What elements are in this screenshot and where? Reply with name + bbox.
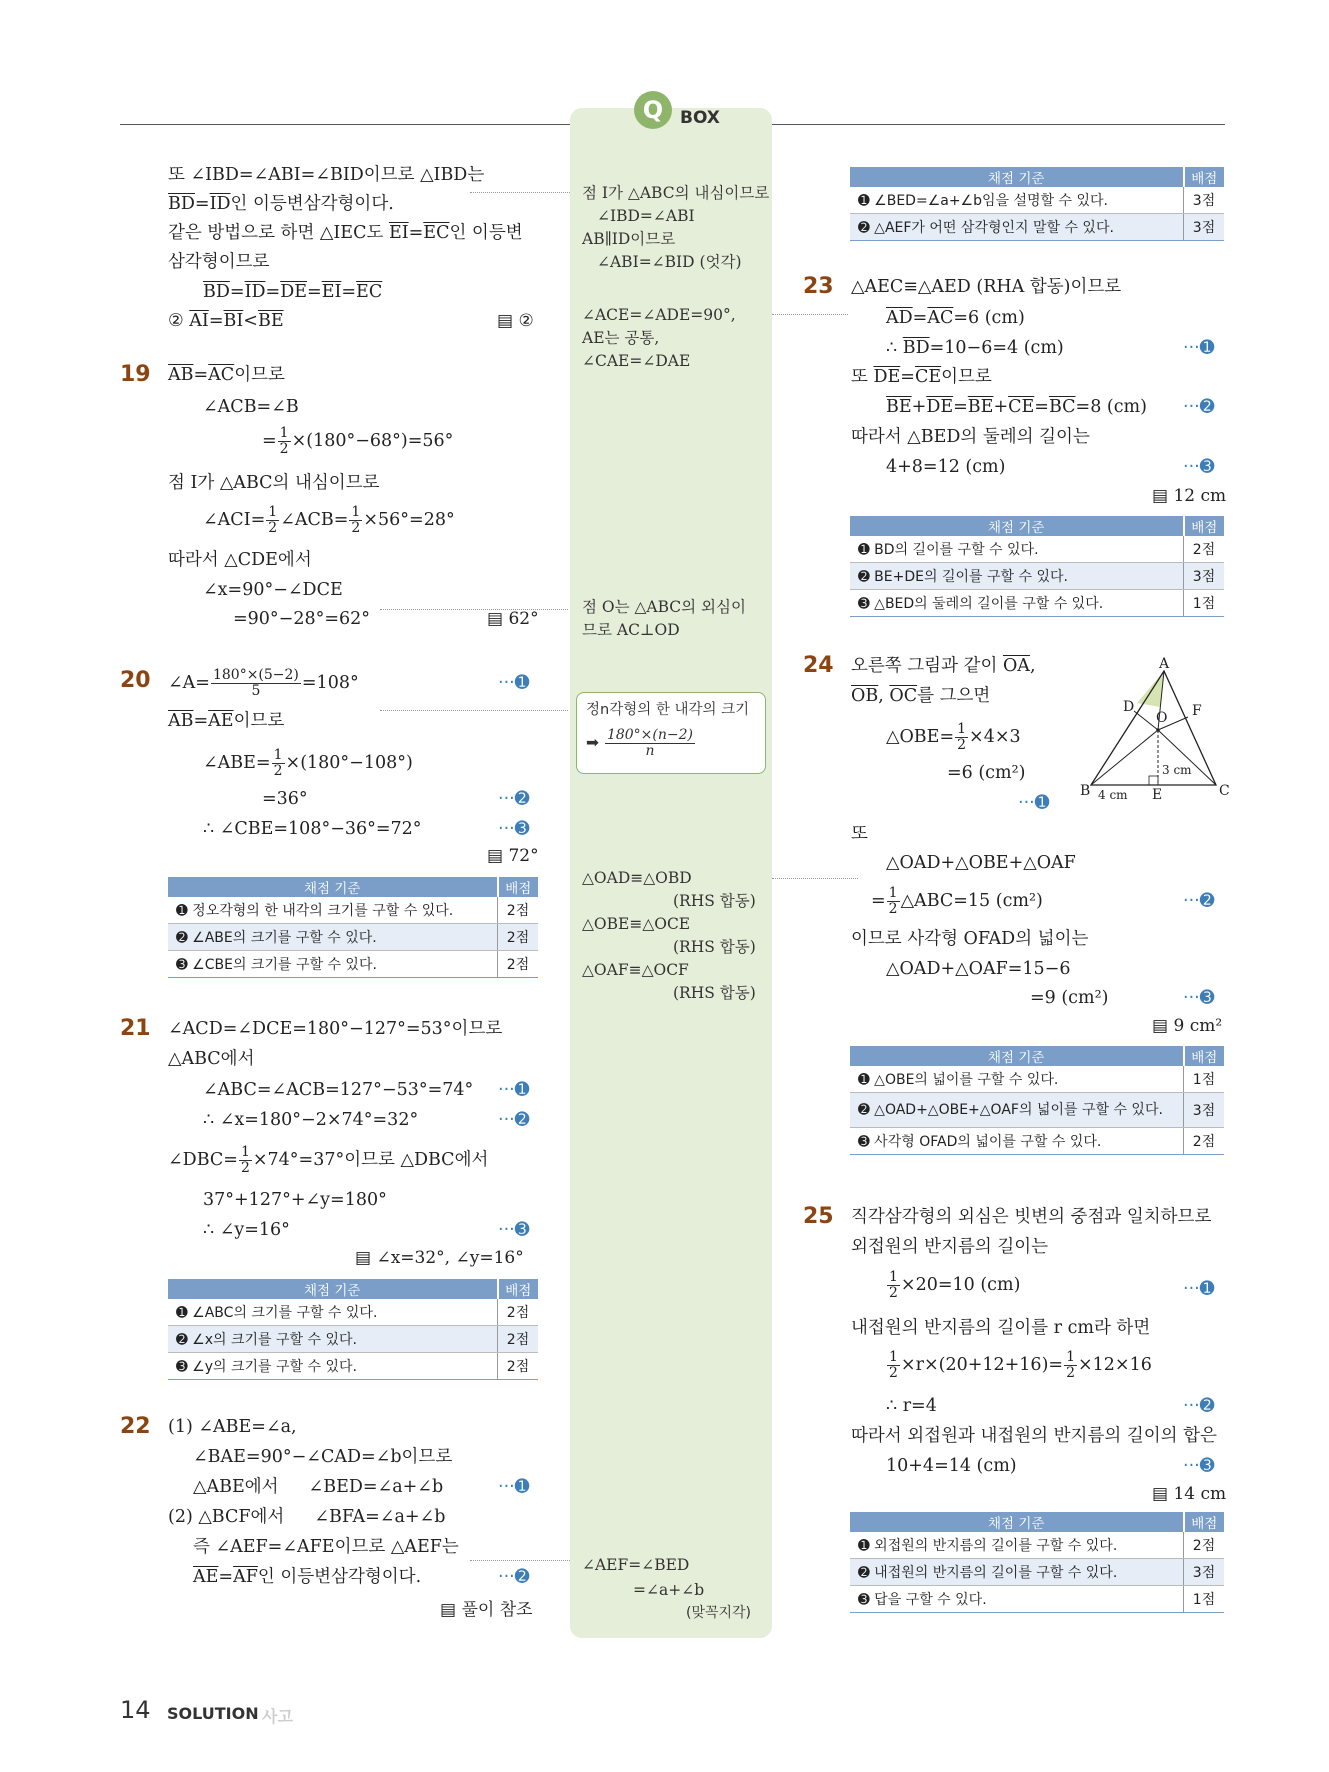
p23-mark2: ···➋ <box>1183 397 1215 417</box>
p22-line2: ∠BAE=90°−∠CAD=∠b이므로 <box>193 1447 453 1467</box>
p25-line7: 따라서 외접원과 내접원의 반지름의 길이의 합은 <box>851 1426 1217 1446</box>
p25-line3: $\frac{1}{2}$ ×20=10 (cm) <box>889 1269 1021 1301</box>
p24-line9: △OAD+△OAF=15−6 <box>886 959 1071 979</box>
p23-line2: $\overline{AD}=\overline{AC}=6$ (cm) <box>886 308 1025 328</box>
box-note3-l2: 므로 AC⊥OD <box>582 621 680 639</box>
p21-line4: ∴ ∠x=180°−2×74°=32° <box>203 1110 419 1130</box>
criteria-table-25: 채점 기준 배점 ➊ 외접원의 반지름의 길이를 구할 수 있다. 2점 ➋ 내접원의 반지름의 길이를 구할 수 있다. 3점 ➌ 답을 구할 수 있다. 1점 <box>850 1512 1224 1613</box>
p19-line1: $\overline{AB}=\overline{AC}$이므로 <box>168 365 285 385</box>
p23-mark1: ···➊ <box>1183 338 1215 358</box>
box-note5-l3: △OBE≡△OCE <box>582 915 691 933</box>
p18-line6: ② $\overline{AI}=\overline{BI}<\overline{BE}$ <box>168 311 284 331</box>
box-note1-l2: ∠IBD=∠ABI <box>597 207 695 225</box>
label-A: A <box>1159 656 1170 672</box>
p25-line1: 직각삼각형의 외심은 빗변의 중점과 일치하므로 <box>851 1207 1212 1227</box>
p20-line5: ∴ ∠CBE=108°−36°=72° <box>203 819 422 839</box>
segment-OB <box>1091 730 1158 785</box>
link-line <box>772 314 848 315</box>
p24-line5: 또 <box>851 824 868 844</box>
p19-line5: ∠ACI= $\frac{1}{2}$ ∠ACB= $\frac{1}{2}$ ×56°=28° <box>203 504 455 536</box>
p22-line6: $\overline{AE}=\overline{AF}$인 이등변삼각형이다. <box>193 1567 422 1587</box>
p23-line7: 4+8=12 (cm) <box>886 457 1006 477</box>
p23-line5: $\overline{BE}+\overline{DE}=\overline{BE}+\overline{CE}=\overline{BC}=8$ (cm) <box>886 397 1147 417</box>
problem-21-number: 21 <box>120 1016 151 1041</box>
p24-line8: 이므로 사각형 OFAD의 넓이는 <box>851 929 1089 949</box>
p21-mark2: ···➋ <box>498 1110 530 1130</box>
answer-icon: ▤ <box>355 1248 377 1268</box>
p23-line1: △AEC≡△AED (RHA 합동)이므로 <box>851 277 1122 297</box>
box-note6-l1: ∠AEF=∠BED <box>582 1556 690 1574</box>
p25-line6: ∴ r=4 <box>886 1396 937 1416</box>
p19-line8: =90°−28°=62° <box>233 609 371 629</box>
problem-22-number: 22 <box>120 1414 151 1439</box>
label-F: F <box>1192 703 1202 719</box>
q-box-label: BOX <box>680 108 720 128</box>
p24-mark3: ···➌ <box>1183 988 1215 1008</box>
p21-line3: ∠ABC=∠ACB=127°−53°=74° <box>203 1080 474 1100</box>
p22-line3: △ABE에서 ∠BED=∠a+∠b <box>193 1477 444 1497</box>
p18-line1: 또 ∠IBD=∠ABI=∠BID이므로 △IBD는 <box>168 165 485 185</box>
p25-answer: ▤ 14 cm <box>1152 1484 1227 1504</box>
p20-answer: ▤ 72° <box>487 846 539 866</box>
p23-mark3: ···➌ <box>1183 457 1215 477</box>
p25-mark3: ···➌ <box>1183 1456 1215 1476</box>
criteria-table-22: 채점 기준 배점 ➊ ∠BED=∠a+∠b임을 설명할 수 있다. 3점 ➋ △AEF가 어떤 삼각형인지 말할 수 있다. 3점 <box>850 167 1224 241</box>
p20-line3: ∠ABE= $\frac{1}{2}$ ×(180°−108°) <box>203 747 413 779</box>
p25-line5: $\frac{1}{2}$ ×r×(20+12+16)= $\frac{1}{2}$ ×12×16 <box>889 1349 1152 1381</box>
p20-mark2: ···➋ <box>498 789 530 809</box>
p22-line1: (1) ∠ABE=∠a, <box>168 1417 297 1437</box>
problem-24-number: 24 <box>803 653 834 678</box>
answer-icon: ▤ <box>497 311 519 331</box>
label-4cm: 4 cm <box>1098 788 1128 800</box>
p18-line5: $\overline{BD}=\overline{ID}=\overline{DE}=\overline{EI}=\overline{EC}$ <box>203 282 383 302</box>
link-line <box>470 192 570 193</box>
p25-mark2: ···➋ <box>1183 1396 1215 1416</box>
box-formula: ➡ $\frac{180^\circ\times(n-2)}{n}$ <box>586 727 693 759</box>
answer-icon: ▤ <box>487 609 509 629</box>
p23-line3: ∴ $\overline{BD}=10-6=4$ (cm) <box>886 338 1064 358</box>
box-note1-l1: 점 I가 △ABC의 내심이므로 <box>582 184 770 202</box>
right-angle-E <box>1149 776 1158 785</box>
box-note6-l3: (맞꼭지각) <box>686 1605 752 1621</box>
box-note2-l3: ∠CAE=∠DAE <box>582 352 691 370</box>
p20-line2: $\overline{AB}=\overline{AE}$이므로 <box>168 711 285 731</box>
link-line <box>380 609 568 610</box>
p21-line7: ∴ ∠y=16° <box>203 1220 290 1240</box>
p24-line10: =9 (cm²) <box>1030 988 1109 1008</box>
box-formula-title: 정n각형의 한 내각의 크기 <box>586 702 750 718</box>
point-O <box>1156 728 1160 732</box>
p21-line5: ∠DBC= $\frac{1}{2}$ ×74°=37°이므로 △DBC에서 <box>168 1144 489 1176</box>
answer-icon: ▤ <box>440 1600 462 1620</box>
p24-line7: = $\frac{1}{2}$ △ABC=15 (cm²) <box>871 885 1043 917</box>
box-note6-l2: =∠a+∠b <box>633 1581 705 1599</box>
answer-icon: ▤ <box>1152 1484 1174 1504</box>
p18-line3: 같은 방법으로 하면 △IEC도 $\overline{EI}=\overline{EC}$인 이등변 <box>168 223 523 243</box>
answer-icon: ▤ <box>1152 486 1174 506</box>
box-note5-l4: (RHS 합동) <box>673 938 756 956</box>
box-note1-l3: AB∥ID이므로 <box>582 230 676 248</box>
label-3cm: 3 cm <box>1162 763 1192 777</box>
q-box-badge: Q <box>634 91 672 129</box>
p25-line8: 10+4=14 (cm) <box>886 1456 1017 1476</box>
problem-23-number: 23 <box>803 274 834 299</box>
footer-faded-text: 사고 <box>262 1707 293 1726</box>
p24-answer: ▤ 9 cm² <box>1152 1016 1223 1036</box>
p22-line5: 즉 ∠AEF=∠AFE이므로 △AEF는 <box>193 1537 459 1557</box>
box-note1-l4: ∠ABI=∠BID (엇각) <box>597 253 742 271</box>
criteria-table-21: 채점 기준 배점 ➊ ∠ABC의 크기를 구할 수 있다. 2점 ➋ ∠x의 크기를 구할 수 있다. 2점 ➌ ∠y의 크기를 구할 수 있다. 2점 <box>168 1279 538 1380</box>
problem-25-number: 25 <box>803 1204 834 1229</box>
box-note5-l1: △OAD≡△OBD <box>582 869 692 887</box>
page-number: 14 <box>120 1696 151 1724</box>
p19-line7: ∠x=90°−∠DCE <box>203 580 343 600</box>
p18-line2: $\overline{BD}=\overline{ID}$인 이등변삼각형이다. <box>168 194 394 214</box>
p20-line1: ∠A= $\frac{180^\circ\times(5-2)}{5}$ =108° <box>168 667 359 699</box>
p19-answer: ▤ 62° <box>487 609 539 629</box>
p25-line2: 외접원의 반지름의 길이는 <box>851 1237 1049 1257</box>
answer-icon: ▤ <box>487 846 509 866</box>
link-line <box>470 1560 570 1561</box>
p25-mark1: ···➊ <box>1183 1279 1215 1299</box>
criteria-table-24: 채점 기준 배점 ➊ △OBE의 넓이를 구할 수 있다. 1점 ➋ △OAD+△OBE+△OAF의 넓이를 구할 수 있다. 3점 ➌ 사각형 OFAD의 넓이를 구할 수 있다. 2점 <box>850 1046 1224 1155</box>
p21-mark3: ···➌ <box>498 1220 530 1240</box>
p19-line6: 따라서 △CDE에서 <box>168 550 312 570</box>
p18-line4: 삼각형이므로 <box>168 252 270 272</box>
p21-mark1: ···➊ <box>498 1080 530 1100</box>
box-note3-l1: 점 O는 △ABC의 외심이 <box>582 598 746 616</box>
p19-line3: = $\frac{1}{2}$ ×(180°−68°)=56° <box>262 425 454 457</box>
p21-answer: ▤ ∠x=32°, ∠y=16° <box>355 1248 524 1268</box>
p22-mark2: ···➋ <box>498 1567 530 1587</box>
p21-line1: ∠ACD=∠DCE=180°−127°=53°이므로 <box>168 1019 503 1039</box>
p24-line2: $\overline{OB}$, $\overline{OC}$를 그으면 <box>851 686 991 706</box>
problem-20-number: 20 <box>120 668 151 693</box>
criteria-table-23: 채점 기준 배점 ➊ BD의 길이를 구할 수 있다. 2점 ➋ BE+DE의 길이를 구할 수 있다. 3점 ➌ △BED의 둘레의 길이를 구할 수 있다. 1점 <box>850 516 1224 617</box>
p22-answer: ▤ 풀이 참조 <box>440 1600 533 1620</box>
p22-line4: (2) △BCF에서 ∠BFA=∠a+∠b <box>168 1507 446 1527</box>
p24-mark1: ···➊ <box>1018 793 1050 813</box>
p22-mark1: ···➊ <box>498 1477 530 1497</box>
p19-line4: 점 I가 △ABC의 내심이므로 <box>168 473 380 493</box>
box-note2-l1: ∠ACE=∠ADE=90°, <box>582 306 736 324</box>
box-note5-l5: △OAF≡△OCF <box>582 961 689 979</box>
footer-label: SOLUTION <box>167 1704 259 1723</box>
link-line <box>772 878 858 879</box>
label-B: B <box>1080 783 1091 799</box>
answer-icon: ▤ <box>1152 1016 1174 1036</box>
p24-line1: 오른쪽 그림과 같이 $\overline{OA}$, <box>851 656 1036 676</box>
p20-line4: =36° <box>262 789 308 809</box>
p23-answer: ▤ 12 cm <box>1152 486 1227 506</box>
p24-line6: △OAD+△OBE+△OAF <box>886 853 1076 873</box>
label-O: O <box>1156 710 1168 726</box>
label-C: C <box>1219 783 1230 799</box>
p20-mark3: ···➌ <box>498 819 530 839</box>
p23-line6: 따라서 △BED의 둘레의 길이는 <box>851 427 1090 447</box>
triangle-figure <box>1080 655 1232 800</box>
arrow-icon: ➡ <box>586 733 599 752</box>
p24-mark2: ···➋ <box>1183 891 1215 911</box>
p21-line2: △ABC에서 <box>168 1049 255 1069</box>
p20-mark1: ···➊ <box>498 673 530 693</box>
box-note5-l6: (RHS 합동) <box>673 984 756 1002</box>
box-note2-l2: AE는 공통, <box>582 329 660 347</box>
p19-line2: ∠ACB=∠B <box>203 397 299 417</box>
segment-OD <box>1134 711 1158 730</box>
p18-answer: ▤ ② <box>497 311 534 331</box>
p24-line4: =6 (cm²) <box>947 763 1026 783</box>
link-line <box>380 710 568 711</box>
p24-line3: △OBE= $\frac{1}{2}$ ×4×3 <box>886 721 1021 753</box>
problem-19-number: 19 <box>120 362 151 387</box>
label-D: D <box>1123 699 1135 715</box>
p21-line6: 37°+127°+∠y=180° <box>203 1190 387 1210</box>
p25-line4: 내접원의 반지름의 길이를 r cm라 하면 <box>851 1318 1151 1338</box>
box-note5-l2: (RHS 합동) <box>673 892 756 910</box>
label-E: E <box>1152 787 1163 800</box>
p23-line4: 또 $\overline{DE}=\overline{CE}$이므로 <box>851 367 992 387</box>
criteria-table-20: 채점 기준 배점 ➊ 정오각형의 한 내각의 크기를 구할 수 있다. 2점 ➋ ∠ABE의 크기를 구할 수 있다. 2점 ➌ ∠CBE의 크기를 구할 수 있다. 2점 <box>168 877 538 978</box>
